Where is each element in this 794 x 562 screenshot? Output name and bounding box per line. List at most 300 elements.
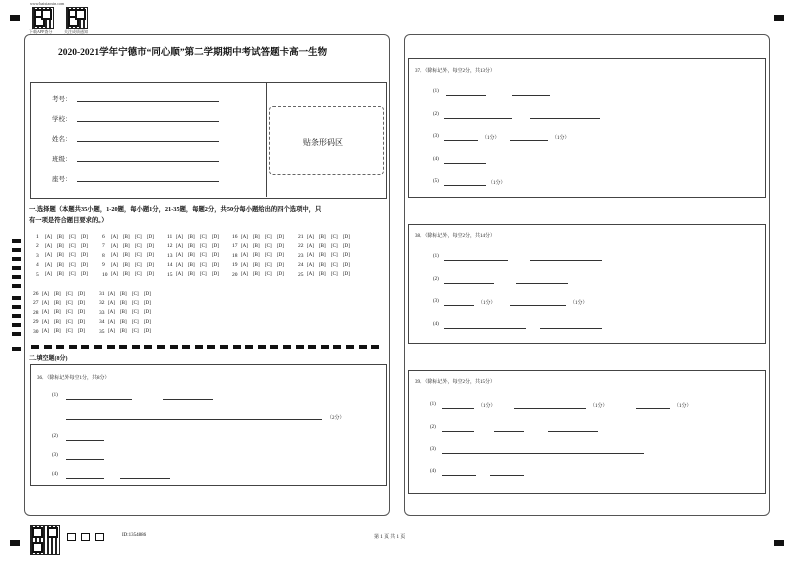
answer-bubble: [D] — [277, 234, 284, 240]
answer-bubble: [D] — [147, 262, 154, 268]
answer-bubble: [D] — [81, 272, 88, 278]
answer-bubble: [D] — [212, 243, 219, 249]
answer-bubble: [A] — [45, 253, 52, 259]
question-number: 35 — [99, 328, 105, 335]
separator-dash — [233, 345, 241, 349]
answer-bubble: [D] — [144, 291, 151, 297]
answer-bubble: [A] — [45, 262, 52, 268]
barcode-label: 贴条形码区 — [303, 138, 343, 147]
info-underline — [77, 121, 219, 122]
timing-mark — [12, 284, 21, 288]
timing-mark — [12, 239, 21, 243]
answer-bubble: [B] — [54, 310, 61, 316]
question-number: 7 — [102, 243, 105, 250]
separator-dash — [107, 345, 115, 349]
timing-mark — [12, 323, 21, 327]
answer-bubble: [B] — [57, 253, 64, 259]
q36-answer-blank — [66, 440, 104, 441]
answer-bubble: [A] — [108, 329, 115, 335]
question-number: 16 — [232, 234, 238, 240]
info-label: 考号： — [52, 96, 72, 103]
q39-answer-blank — [490, 475, 524, 476]
question-number: 23 — [298, 252, 304, 259]
answer-bubble: [D] — [343, 262, 350, 268]
q37-box — [408, 58, 766, 198]
download-caption: 下载APP查分 — [29, 29, 53, 34]
separator-dash — [359, 345, 367, 349]
answer-bubble: [C] — [331, 272, 338, 278]
q38-heading: 38．（除标记外，每空2分，共14分） — [415, 234, 496, 239]
q36-box — [30, 364, 387, 486]
q39-answer-blank — [442, 475, 476, 476]
answer-bubble: [D] — [144, 300, 151, 306]
question-number: 21 — [298, 234, 304, 240]
answer-bubble: [C] — [200, 253, 207, 259]
answer-bubble: [A] — [111, 272, 118, 278]
q38-item-label: (3) — [433, 299, 439, 304]
answer-bubble: [C] — [135, 243, 142, 249]
separator-dash — [371, 345, 379, 349]
question-number: 31 — [99, 291, 105, 297]
separator-dash — [44, 345, 52, 349]
answer-bubble: [B] — [319, 234, 326, 240]
answer-bubble: [C] — [66, 291, 73, 297]
answer-bubble: [D] — [277, 253, 284, 259]
question-number: 28 — [33, 309, 39, 316]
q37-answer-blank — [444, 185, 486, 186]
q39-score-note: （1分） — [478, 404, 496, 409]
q38-answer-blank — [444, 283, 494, 284]
answer-bubble: [C] — [331, 234, 338, 240]
answer-bubble: [B] — [253, 272, 260, 278]
answer-bubble: [B] — [120, 329, 127, 335]
answer-bubble: [B] — [188, 253, 195, 259]
answer-bubble: [B] — [123, 272, 130, 278]
answer-bubble: [D] — [277, 272, 284, 278]
question-number: 5 — [36, 271, 39, 278]
site-url: www.baixiaoxin.com — [30, 1, 65, 6]
q37-answer-blank — [512, 95, 550, 96]
q36-item-label: (1) — [52, 393, 58, 398]
separator-dash — [258, 345, 266, 349]
answer-bubble: [B] — [188, 262, 195, 268]
q36-answer-blank — [66, 399, 132, 400]
q38-item-label: (1) — [433, 254, 439, 259]
choice-instruction-line2: 有一项是符合题目要求的。） — [29, 217, 108, 224]
answer-bubble: [C] — [265, 272, 272, 278]
answer-bubble: [A] — [111, 234, 118, 240]
answer-bubble: [B] — [54, 300, 61, 306]
q36-item-label: (3) — [52, 453, 58, 458]
question-number: 4 — [36, 262, 39, 269]
q36-answer-blank — [66, 478, 104, 479]
answer-bubble: [D] — [144, 329, 151, 335]
answer-bubble: [B] — [319, 272, 326, 278]
timing-mark — [12, 248, 21, 252]
answer-bubble: [D] — [343, 272, 350, 278]
info-label: 座号： — [52, 176, 72, 183]
q37-answer-blank — [444, 118, 512, 119]
separator-dash — [346, 345, 354, 349]
answer-bubble: [C] — [69, 234, 76, 240]
q38-score-note: （1分） — [478, 301, 496, 306]
question-number: 1 — [36, 234, 39, 240]
separator-dash — [119, 345, 127, 349]
q37-score-note: （1分） — [482, 136, 500, 141]
answer-bubble: [D] — [212, 262, 219, 268]
q38-item-label: (4) — [433, 322, 439, 327]
question-number: 18 — [232, 252, 238, 259]
answer-bubble: [B] — [123, 253, 130, 259]
fill-in-section-title: 二.填空题(8分) — [29, 356, 68, 362]
q38-answer-blank — [516, 283, 568, 284]
separator-dash — [170, 345, 178, 349]
answer-bubble: [A] — [241, 243, 248, 249]
answer-bubble: [B] — [188, 243, 195, 249]
separator-dash — [69, 345, 77, 349]
answer-bubble: [D] — [78, 300, 85, 306]
answer-bubble: [B] — [253, 234, 260, 240]
answer-bubble: [A] — [108, 319, 115, 325]
question-number: 2 — [36, 243, 39, 250]
answer-bubble: [A] — [108, 300, 115, 306]
answer-bubble: [B] — [54, 329, 61, 335]
timing-mark — [12, 347, 21, 351]
registration-mark-top-right — [774, 15, 784, 21]
answer-bubble: [C] — [331, 262, 338, 268]
q39-answer-blank — [442, 453, 644, 454]
q39-heading: 39．（除标记外，每空2分，共15分） — [415, 380, 496, 385]
answer-bubble: [B] — [123, 243, 130, 249]
q36-item-label: (2) — [52, 434, 58, 439]
answer-bubble: [D] — [343, 243, 350, 249]
footer-id: ID:1354886 — [122, 533, 147, 538]
answer-bubble: [B] — [120, 300, 127, 306]
separator-dash — [270, 345, 278, 349]
answer-bubble: [A] — [307, 243, 314, 249]
info-underline — [77, 161, 219, 162]
answer-bubble: [A] — [108, 291, 115, 297]
answer-bubble: [A] — [42, 291, 49, 297]
answer-bubble: [A] — [241, 262, 248, 268]
question-number: 20 — [232, 271, 238, 278]
q39-item-label: (3) — [430, 447, 436, 452]
answer-bubble: [A] — [307, 262, 314, 268]
info-label: 学校： — [52, 116, 72, 123]
q39-answer-blank — [494, 431, 524, 432]
answer-bubble: [B] — [57, 234, 64, 240]
info-label: 姓名： — [52, 136, 72, 143]
answer-bubble: [C] — [135, 262, 142, 268]
answer-bubble: [D] — [147, 272, 154, 278]
q37-item-label: (5) — [433, 179, 439, 184]
registration-mark-bottom-left — [10, 540, 20, 546]
answer-bubble: [C] — [132, 300, 139, 306]
separator-dash — [245, 345, 253, 349]
q39-item-label: (4) — [430, 469, 436, 474]
q37-item-label: (1) — [433, 89, 439, 94]
question-number: 13 — [167, 252, 173, 259]
footer-box-2 — [81, 533, 90, 541]
answer-bubble: [D] — [277, 262, 284, 268]
answer-bubble: [A] — [307, 234, 314, 240]
answer-bubble: [B] — [188, 272, 195, 278]
q38-answer-blank — [444, 260, 508, 261]
answer-bubble: [A] — [176, 272, 183, 278]
separator-dash — [144, 345, 152, 349]
question-number: 11 — [167, 234, 173, 240]
separator-dash — [56, 345, 64, 349]
question-number: 12 — [167, 243, 173, 250]
registration-mark-bottom-right — [774, 540, 784, 546]
answer-bubble: [A] — [42, 319, 49, 325]
q39-answer-blank — [442, 431, 474, 432]
q37-item-label: (3) — [433, 134, 439, 139]
question-number: 3 — [36, 252, 39, 259]
download-qr-code — [32, 7, 54, 29]
q38-score-note: （1分） — [570, 301, 588, 306]
answer-bubble: [C] — [200, 272, 207, 278]
q37-answer-blank — [444, 140, 478, 141]
question-number: 19 — [232, 262, 238, 269]
answer-bubble: [A] — [45, 243, 52, 249]
answer-bubble: [D] — [81, 253, 88, 259]
answer-bubble: [C] — [265, 262, 272, 268]
separator-dash — [31, 345, 39, 349]
info-underline — [77, 181, 219, 182]
q37-score-note: （1分） — [488, 181, 506, 186]
answer-bubble: [B] — [253, 262, 260, 268]
separator-dash — [333, 345, 341, 349]
question-number: 33 — [99, 309, 105, 316]
footer-box-3 — [95, 533, 104, 541]
answer-bubble: [D] — [343, 253, 350, 259]
answer-bubble: [A] — [307, 272, 314, 278]
q36-answer-blank — [120, 478, 170, 479]
answer-bubble: [D] — [81, 234, 88, 240]
answer-bubble: [D] — [78, 291, 85, 297]
q37-answer-blank — [510, 140, 548, 141]
question-number: 27 — [33, 300, 39, 307]
answer-bubble: [B] — [188, 234, 195, 240]
answer-bubble: [C] — [135, 253, 142, 259]
answer-bubble: [C] — [331, 253, 338, 259]
answer-bubble: [C] — [69, 262, 76, 268]
question-number: 34 — [99, 319, 105, 326]
q37-item-label: (4) — [433, 157, 439, 162]
separator-dash — [195, 345, 203, 349]
q38-item-label: (2) — [433, 277, 439, 282]
separator-dash — [220, 345, 228, 349]
q38-answer-blank — [444, 328, 526, 329]
answer-bubble: [D] — [78, 310, 85, 316]
answer-bubble: [D] — [78, 319, 85, 325]
answer-bubble: [B] — [57, 262, 64, 268]
q39-score-note: （1分） — [674, 404, 692, 409]
question-number: 29 — [33, 319, 39, 326]
question-number: 24 — [298, 262, 304, 269]
footer-qr-code — [30, 525, 60, 555]
answer-bubble: [C] — [132, 329, 139, 335]
answer-bubble: [B] — [54, 291, 61, 297]
q36-answer-blank — [66, 459, 104, 460]
q38-answer-blank — [530, 260, 602, 261]
info-underline — [77, 101, 219, 102]
answer-bubble: [C] — [132, 310, 139, 316]
answer-bubble: [A] — [111, 262, 118, 268]
answer-bubble: [C] — [265, 243, 272, 249]
follow-caption: 关注成绩通知 — [64, 29, 88, 34]
question-number: 9 — [102, 262, 105, 269]
answer-bubble: [D] — [277, 243, 284, 249]
q36-item-label: (4) — [52, 472, 58, 477]
answer-bubble: [C] — [331, 243, 338, 249]
answer-bubble: [B] — [120, 319, 127, 325]
question-number: 32 — [99, 300, 105, 307]
question-number: 17 — [232, 243, 238, 250]
answer-bubble: [B] — [57, 272, 64, 278]
timing-mark — [12, 257, 21, 261]
separator-dash — [207, 345, 215, 349]
answer-bubble: [C] — [265, 234, 272, 240]
answer-bubble: [C] — [66, 329, 73, 335]
separator-dash — [94, 345, 102, 349]
registration-mark-top-left — [10, 15, 20, 21]
timing-mark — [12, 314, 21, 318]
answer-bubble: [A] — [42, 300, 49, 306]
answer-bubble: [D] — [212, 234, 219, 240]
q37-score-note: （1分） — [552, 136, 570, 141]
answer-bubble: [A] — [176, 262, 183, 268]
q37-heading: 37．（除标记外，每空2分，共13分） — [415, 69, 496, 74]
answer-bubble: [A] — [42, 310, 49, 316]
q39-answer-blank — [636, 408, 670, 409]
answer-bubble: [A] — [42, 329, 49, 335]
answer-bubble: [D] — [343, 234, 350, 240]
separator-dash — [321, 345, 329, 349]
answer-bubble: [D] — [147, 243, 154, 249]
page-number: 第 1 页 共 1 页 — [374, 535, 406, 540]
answer-bubble: [A] — [176, 253, 183, 259]
question-number: 6 — [102, 234, 105, 240]
q37-answer-blank — [444, 163, 486, 164]
answer-bubble: [B] — [120, 291, 127, 297]
choice-instruction-line1: 一.选择题（本题共35小题，1-20题，每小题1分，21-35题，每题2分，共50分每小题给出的四个选项中，只 — [29, 206, 322, 213]
answer-bubble: [A] — [241, 234, 248, 240]
separator-dash — [182, 345, 190, 349]
answer-bubble: [B] — [319, 253, 326, 259]
timing-mark — [12, 305, 21, 309]
info-underline — [77, 141, 219, 142]
q36-score-note: （2分） — [327, 416, 345, 421]
answer-bubble: [D] — [147, 253, 154, 259]
footer-box-1 — [67, 533, 76, 541]
answer-bubble: [B] — [54, 319, 61, 325]
question-number: 15 — [167, 271, 173, 278]
answer-bubble: [D] — [144, 319, 151, 325]
info-divider — [266, 82, 267, 197]
answer-bubble: [A] — [176, 234, 183, 240]
answer-bubble: [A] — [111, 243, 118, 249]
q38-answer-blank — [540, 328, 602, 329]
q38-answer-blank — [510, 305, 566, 306]
q37-item-label: (2) — [433, 112, 439, 117]
q39-answer-blank — [514, 408, 586, 409]
question-number: 8 — [102, 252, 105, 259]
q38-box — [408, 224, 766, 344]
answer-bubble: [D] — [144, 310, 151, 316]
q39-score-note: （1分） — [590, 404, 608, 409]
answer-bubble: [B] — [319, 262, 326, 268]
answer-bubble: [C] — [135, 272, 142, 278]
question-number: 30 — [33, 328, 39, 335]
answer-bubble: [B] — [319, 243, 326, 249]
answer-bubble: [A] — [307, 253, 314, 259]
question-number: 22 — [298, 243, 304, 250]
answer-bubble: [D] — [78, 329, 85, 335]
answer-bubble: [B] — [120, 310, 127, 316]
answer-bubble: [C] — [132, 291, 139, 297]
answer-bubble: [C] — [66, 319, 73, 325]
q39-answer-blank — [548, 431, 598, 432]
question-number: 25 — [298, 271, 304, 278]
timing-mark — [12, 332, 21, 336]
answer-bubble: [C] — [135, 234, 142, 240]
question-number: 10 — [102, 271, 108, 278]
answer-bubble: [D] — [212, 253, 219, 259]
timing-mark — [12, 275, 21, 279]
answer-bubble: [A] — [111, 253, 118, 259]
separator-dash — [81, 345, 89, 349]
answer-bubble: [C] — [200, 234, 207, 240]
answer-bubble: [A] — [241, 272, 248, 278]
answer-bubble: [D] — [81, 262, 88, 268]
answer-bubble: [D] — [147, 234, 154, 240]
answer-bubble: [B] — [253, 253, 260, 259]
question-number: 14 — [167, 262, 173, 269]
answer-bubble: [A] — [45, 234, 52, 240]
answer-bubble: [A] — [108, 310, 115, 316]
timing-mark — [12, 296, 21, 300]
answer-bubble: [A] — [241, 253, 248, 259]
answer-bubble: [C] — [69, 253, 76, 259]
q38-answer-blank — [444, 305, 474, 306]
q39-answer-blank — [442, 408, 474, 409]
answer-bubble: [B] — [253, 243, 260, 249]
info-label: 班级： — [52, 156, 72, 163]
answer-bubble: [D] — [81, 243, 88, 249]
q39-item-label: (2) — [430, 425, 436, 430]
answer-bubble: [A] — [176, 243, 183, 249]
question-number: 26 — [33, 291, 39, 297]
answer-bubble: [B] — [123, 262, 130, 268]
follow-qr-code — [66, 7, 88, 29]
answer-bubble: [B] — [123, 234, 130, 240]
answer-bubble: [C] — [69, 243, 76, 249]
answer-bubble: [C] — [69, 272, 76, 278]
separator-dash — [296, 345, 304, 349]
answer-bubble: [B] — [57, 243, 64, 249]
separator-dash — [157, 345, 165, 349]
answer-bubble: [C] — [66, 300, 73, 306]
q36-answer-blank — [66, 419, 322, 420]
answer-bubble: [C] — [132, 319, 139, 325]
separator-dash — [308, 345, 316, 349]
answer-bubble: [C] — [200, 243, 207, 249]
answer-bubble: [D] — [212, 272, 219, 278]
q37-answer-blank — [530, 118, 600, 119]
answer-bubble: [C] — [66, 310, 73, 316]
